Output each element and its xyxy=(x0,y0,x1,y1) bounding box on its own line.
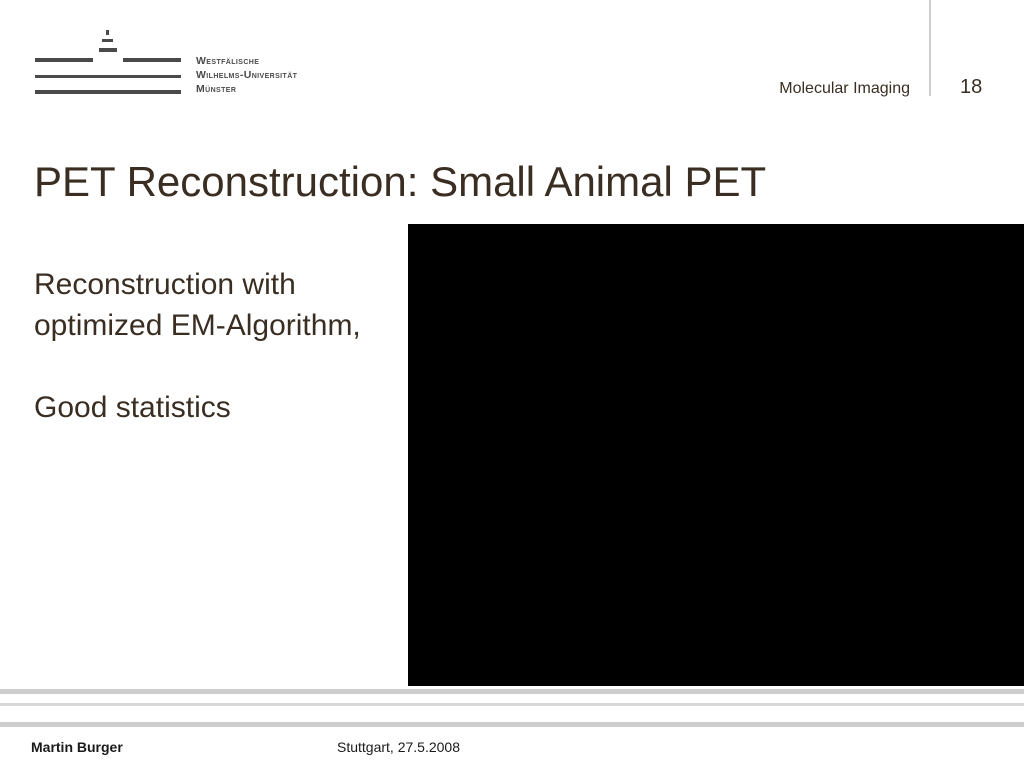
page-number: 18 xyxy=(960,76,983,98)
footer-rule-bottom xyxy=(0,722,1024,727)
footer-author: Martin Burger xyxy=(31,739,123,755)
body-line-3: Good statistics xyxy=(34,391,231,424)
slide-body-text xyxy=(34,264,414,428)
logo-line-1: Westfälische xyxy=(196,55,260,67)
header-divider xyxy=(929,0,931,96)
logo-wordmark xyxy=(196,54,297,96)
logo-line-2: Wilhelms-Universität xyxy=(196,69,298,81)
footer-place-date: Stuttgart, 27.5.2008 xyxy=(337,739,460,755)
footer-rule-middle xyxy=(0,703,1024,706)
reconstruction-image xyxy=(408,224,1024,686)
body-spacer xyxy=(34,346,414,387)
university-logo xyxy=(35,30,335,98)
section-title: Molecular Imaging xyxy=(779,80,910,97)
body-line-1: Reconstruction with xyxy=(34,268,296,301)
logo-line-3: Münster xyxy=(196,83,237,95)
footer-rule-top xyxy=(0,689,1024,694)
slide-title: PET Reconstruction: Small Animal PET xyxy=(34,158,767,205)
body-line-2: optimized EM-Algorithm, xyxy=(34,309,361,342)
